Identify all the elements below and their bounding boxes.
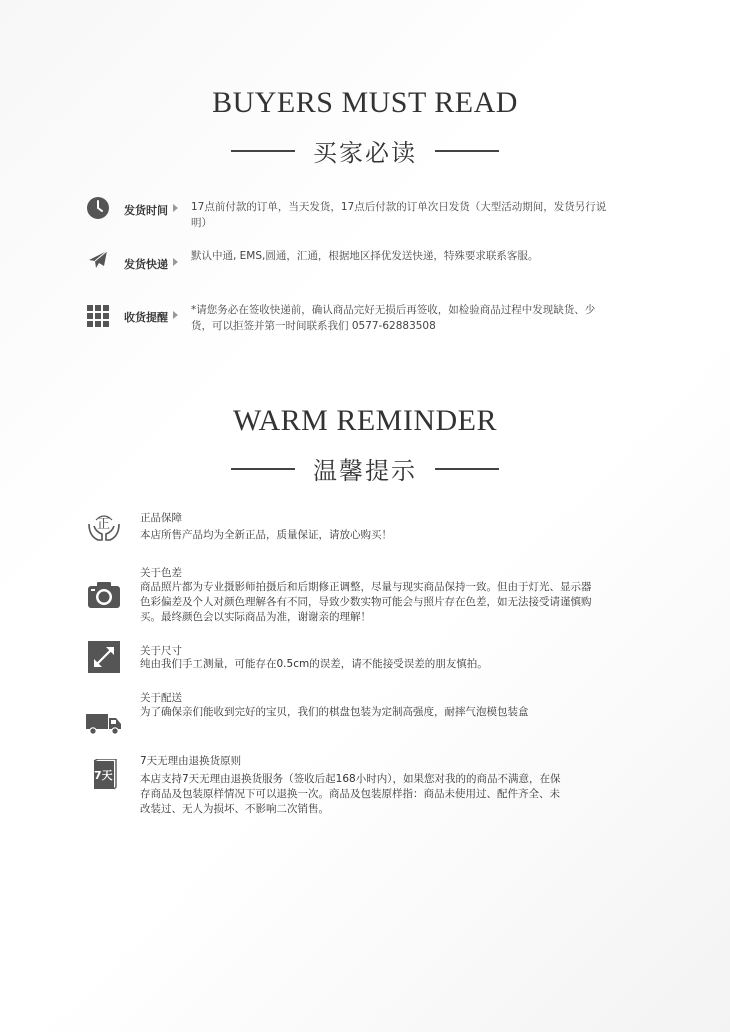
truck-icon [86,706,122,740]
airplane-icon [86,248,110,272]
chevron-right-icon [173,258,178,266]
warm-item-body: 本店所售产品均为全新正品，质量保证，请放心购买！ [140,529,392,541]
genuine-hands-icon [86,510,122,544]
buyer-item-label: 发货时间 [124,204,168,217]
warm-item-title: 关于色差 [140,567,182,579]
divider-right [435,150,499,152]
return-icon-text: 7天 [94,769,113,782]
buyers-title: BUYERS MUST READ [212,86,518,119]
buyer-item-label: 收货提醒 [124,311,168,324]
warm-item-body: 商品照片都为专业摄影师拍摄后和后期修正调整，尽量与现实商品保持一致。但由于灯光、显示器色彩偏差及个人对颜色理解各有不同，导致少数实物可能会与照片存在色差，如无法接受请谨慎购买。最终颜色会以实际商品为准，谢谢亲的理解！ [140,581,592,623]
buyers-subtitle: 买家必读 [313,139,417,167]
buyer-item-text: 17点前付款的订单，当天发货，17点后付款的订单次日发货（大型活动期间，发货另行说明） [191,201,607,229]
grid-icon [86,304,110,328]
clock-icon [86,196,110,220]
warm-item-title: 关于尺寸 [140,645,182,657]
buyer-item-text: *请您务必在签收快递前，确认商品完好无损后再签收，如检验商品过程中发现缺货、少货，可以拒签并第一时间联系我们 0577-62883508 [191,304,596,332]
chevron-right-icon [173,204,178,212]
warm-item-title: 正品保障 [140,512,182,524]
genuine-icon-text: 正 [97,517,111,532]
warm-item-title: 关于配送 [140,692,182,704]
warm-item-body: 为了确保亲们能收到完好的宝贝，我们的棋盘包装为定制高强度，耐摔气泡模包装盒 [140,706,529,718]
divider-left [231,468,295,470]
seven-day-return-icon [90,759,118,791]
warm-title: WARM REMINDER [232,404,497,437]
buyer-item-label: 发货快递 [124,258,168,271]
buyers-subtitle-row [0,133,730,168]
buyer-item-text: 默认中通, EMS,圆通，汇通，根据地区择优发送快递，特殊要求联系客服。 [191,250,539,262]
camera-icon [86,578,122,612]
warm-item-body: 本店支持7天无理由退换货服务（签收后起168小时内），如果您对我的的商品不满意，在保存商品及包装原样情况下可以退换一次。商品及包装原样指：商品未使用过、配件齐全、未改装过、无人为损坏、不影响二次销售。 [140,773,561,815]
divider-left [231,150,295,152]
warm-item-body: 纯由我们手工测量，可能存在0.5cm的误差，请不能接受误差的朋友慎拍。 [140,658,488,670]
resize-arrow-icon [88,641,120,673]
chevron-right-icon [173,311,178,319]
divider-right [435,468,499,470]
warm-item-title: 7天无理由退换货原则 [140,755,242,767]
warm-subtitle: 温馨提示 [313,457,417,485]
warm-subtitle-row [0,451,730,486]
